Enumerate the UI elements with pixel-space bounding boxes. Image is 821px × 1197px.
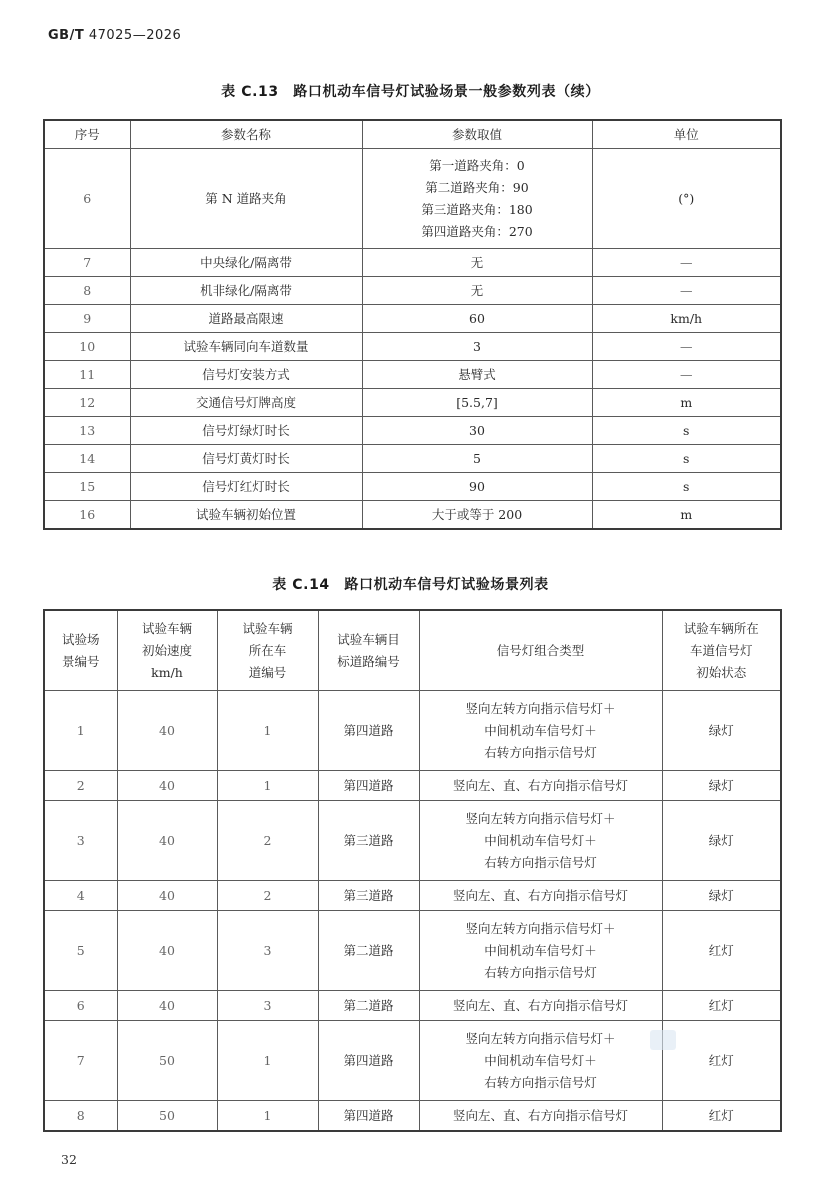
table1-caption: 表 C.13 路口机动车信号灯试验场景一般参数列表（续） xyxy=(221,84,600,100)
cell-line: 所在车 xyxy=(248,642,287,658)
row-number: 11 xyxy=(44,361,130,389)
col-header-param-value: 参数取值 xyxy=(362,120,592,149)
table-row xyxy=(44,991,781,1021)
param-value xyxy=(362,149,592,249)
table-row xyxy=(44,417,781,445)
param-value xyxy=(362,277,592,305)
row-number: 12 xyxy=(44,389,130,417)
scenario-number: 8 xyxy=(44,1101,117,1132)
lane-number: 2 xyxy=(217,801,318,881)
initial-signal-state: 红灯 xyxy=(662,991,781,1021)
lane-number: 2 xyxy=(217,881,318,911)
cell-line: 右转方向指示信号灯 xyxy=(484,1074,597,1090)
table-row xyxy=(44,445,781,473)
cell-line: 竖向左转方向指示信号灯＋ xyxy=(465,1030,616,1046)
param-unit: m xyxy=(592,389,781,417)
param-unit: s xyxy=(592,417,781,445)
signal-combination xyxy=(419,691,662,771)
initial-signal-state: 红灯 xyxy=(662,1021,781,1101)
scenario-number: 3 xyxy=(44,801,117,881)
signal-combination xyxy=(419,771,662,801)
table-row xyxy=(44,149,781,249)
param-name: 中央绿化/隔离带 xyxy=(130,249,362,277)
cell-line: 竖向左、直、右方向指示信号灯 xyxy=(452,777,628,793)
standard-number: 47025—2026 xyxy=(88,28,182,43)
cell-line: 竖向左、直、右方向指示信号灯 xyxy=(452,997,628,1013)
watermark-logo xyxy=(650,1030,676,1050)
cell-line: 试验场 xyxy=(61,631,100,647)
row-number: 7 xyxy=(44,249,130,277)
initial-speed: 40 xyxy=(117,991,217,1021)
cell-line: 试验车辆目 xyxy=(337,631,400,647)
col-header-4 xyxy=(419,610,662,691)
param-unit: — xyxy=(592,361,781,389)
param-unit: — xyxy=(592,249,781,277)
target-road: 第四道路 xyxy=(318,1021,419,1101)
cell-line: 5 xyxy=(473,450,481,466)
initial-signal-state: 绿灯 xyxy=(662,801,781,881)
signal-combination xyxy=(419,801,662,881)
initial-signal-state: 绿灯 xyxy=(662,691,781,771)
initial-signal-state: 绿灯 xyxy=(662,881,781,911)
cell-line: 中间机动车信号灯＋ xyxy=(484,1052,597,1068)
param-name: 第 N 道路夹角 xyxy=(130,149,362,249)
signal-combination xyxy=(419,911,662,991)
row-number: 9 xyxy=(44,305,130,333)
param-value xyxy=(362,389,592,417)
cell-line: 景编号 xyxy=(61,653,100,669)
col-header-0 xyxy=(44,610,117,691)
table-row xyxy=(44,249,781,277)
param-name: 信号灯绿灯时长 xyxy=(130,417,362,445)
lane-number: 3 xyxy=(217,991,318,1021)
param-value xyxy=(362,445,592,473)
param-value xyxy=(362,361,592,389)
param-unit: m xyxy=(592,501,781,530)
target-road: 第三道路 xyxy=(318,801,419,881)
cell-line: 试验车辆 xyxy=(242,620,293,636)
row-number: 13 xyxy=(44,417,130,445)
cell-line: 信号灯组合类型 xyxy=(496,642,585,658)
col-header-param-name: 参数名称 xyxy=(130,120,362,149)
cell-line: km/h xyxy=(151,664,183,680)
scenario-number: 1 xyxy=(44,691,117,771)
col-header-5 xyxy=(662,610,781,691)
row-number: 15 xyxy=(44,473,130,501)
scenario-number: 4 xyxy=(44,881,117,911)
cell-line: [5.5,7] xyxy=(456,394,498,410)
row-number: 6 xyxy=(44,149,130,249)
initial-speed: 40 xyxy=(117,911,217,991)
lane-number: 3 xyxy=(217,911,318,991)
cell-line: 竖向左、直、右方向指示信号灯 xyxy=(452,887,628,903)
cell-line: 中间机动车信号灯＋ xyxy=(484,942,597,958)
cell-line: 竖向左转方向指示信号灯＋ xyxy=(465,920,616,936)
param-value xyxy=(362,333,592,361)
target-road: 第二道路 xyxy=(318,911,419,991)
table1-header-row xyxy=(44,120,781,149)
col-header-unit: 单位 xyxy=(592,120,781,149)
row-number: 8 xyxy=(44,277,130,305)
cell-line: 竖向左转方向指示信号灯＋ xyxy=(465,700,616,716)
table-row xyxy=(44,771,781,801)
initial-signal-state: 红灯 xyxy=(662,911,781,991)
col-header-no: 序号 xyxy=(44,120,130,149)
param-unit: s xyxy=(592,473,781,501)
param-name: 试验车辆同向车道数量 xyxy=(130,333,362,361)
cell-line: 悬臂式 xyxy=(458,366,496,382)
table2-caption: 表 C.14 路口机动车信号灯试验场景列表 xyxy=(272,577,549,593)
table-row xyxy=(44,305,781,333)
table-row xyxy=(44,881,781,911)
table-row xyxy=(44,691,781,771)
param-name: 交通信号灯牌高度 xyxy=(130,389,362,417)
table-row xyxy=(44,1101,781,1132)
table-row xyxy=(44,389,781,417)
row-number: 14 xyxy=(44,445,130,473)
cell-line: 初始速度 xyxy=(141,642,192,658)
cell-line: 中间机动车信号灯＋ xyxy=(484,722,597,738)
initial-speed: 40 xyxy=(117,691,217,771)
signal-combination xyxy=(419,1101,662,1132)
cell-line: 右转方向指示信号灯 xyxy=(484,854,597,870)
param-value xyxy=(362,305,592,333)
general-params-table xyxy=(43,119,782,530)
param-unit: (°) xyxy=(592,149,781,249)
param-name: 机非绿化/隔离带 xyxy=(130,277,362,305)
col-header-3 xyxy=(318,610,419,691)
scenario-number: 2 xyxy=(44,771,117,801)
initial-signal-state: 红灯 xyxy=(662,1101,781,1132)
param-value xyxy=(362,473,592,501)
table2-header-row xyxy=(44,610,781,691)
standard-header xyxy=(48,28,181,43)
initial-signal-state: 绿灯 xyxy=(662,771,781,801)
initial-speed: 50 xyxy=(117,1101,217,1132)
param-unit: — xyxy=(592,277,781,305)
param-name: 信号灯红灯时长 xyxy=(130,473,362,501)
cell-line: 道编号 xyxy=(248,664,287,680)
cell-line: 大于或等于 200 xyxy=(431,506,523,522)
cell-line: 车道信号灯 xyxy=(689,642,753,658)
scenario-number: 6 xyxy=(44,991,117,1021)
lane-number: 1 xyxy=(217,1021,318,1101)
param-unit: — xyxy=(592,333,781,361)
cell-line: 右转方向指示信号灯 xyxy=(484,964,597,980)
initial-speed: 50 xyxy=(117,1021,217,1101)
initial-speed: 40 xyxy=(117,801,217,881)
cell-line: 无 xyxy=(470,254,484,270)
cell-line: 无 xyxy=(470,282,484,298)
cell-line: 初始状态 xyxy=(696,664,747,680)
lane-number: 1 xyxy=(217,691,318,771)
cell-line: 3 xyxy=(473,338,481,354)
target-road: 第四道路 xyxy=(318,1101,419,1132)
target-road: 第二道路 xyxy=(318,991,419,1021)
table-row xyxy=(44,501,781,530)
param-name: 信号灯黄灯时长 xyxy=(130,445,362,473)
col-header-1 xyxy=(117,610,217,691)
param-unit: s xyxy=(592,445,781,473)
table-row xyxy=(44,277,781,305)
col-header-2 xyxy=(217,610,318,691)
lane-number: 1 xyxy=(217,771,318,801)
param-name: 信号灯安装方式 xyxy=(130,361,362,389)
signal-combination xyxy=(419,881,662,911)
target-road: 第三道路 xyxy=(318,881,419,911)
row-number: 10 xyxy=(44,333,130,361)
page-number: 32 xyxy=(61,1152,77,1167)
row-number: 16 xyxy=(44,501,130,530)
signal-combination xyxy=(419,1021,662,1101)
table-row xyxy=(44,361,781,389)
cell-line: 竖向左、直、右方向指示信号灯 xyxy=(452,1107,628,1123)
cell-line: 第三道路夹角：180 xyxy=(421,201,533,217)
cell-line: 试验车辆 xyxy=(141,620,192,636)
param-name: 试验车辆初始位置 xyxy=(130,501,362,530)
param-value xyxy=(362,417,592,445)
scenario-number: 5 xyxy=(44,911,117,991)
table-row xyxy=(44,473,781,501)
param-value xyxy=(362,249,592,277)
standard-prefix: GB/T xyxy=(48,28,85,43)
table-row xyxy=(44,801,781,881)
cell-line: 第二道路夹角：90 xyxy=(425,179,529,195)
cell-line: 竖向左转方向指示信号灯＋ xyxy=(465,810,616,826)
param-unit: km/h xyxy=(592,305,781,333)
table-row xyxy=(44,911,781,991)
cell-line: 右转方向指示信号灯 xyxy=(484,744,597,760)
target-road: 第四道路 xyxy=(318,771,419,801)
cell-line: 第四道路夹角：270 xyxy=(421,223,533,239)
cell-line: 第一道路夹角：0 xyxy=(429,157,525,173)
cell-line: 90 xyxy=(469,478,485,494)
param-value xyxy=(362,501,592,530)
scenario-number: 7 xyxy=(44,1021,117,1101)
scenario-list-table xyxy=(43,609,782,1132)
cell-line: 试验车辆所在 xyxy=(683,620,759,636)
target-road: 第四道路 xyxy=(318,691,419,771)
cell-line: 60 xyxy=(469,310,485,326)
param-name: 道路最高限速 xyxy=(130,305,362,333)
initial-speed: 40 xyxy=(117,771,217,801)
cell-line: 30 xyxy=(469,422,485,438)
signal-combination xyxy=(419,991,662,1021)
cell-line: 中间机动车信号灯＋ xyxy=(484,832,597,848)
cell-line: 标道路编号 xyxy=(337,653,400,669)
lane-number: 1 xyxy=(217,1101,318,1132)
initial-speed: 40 xyxy=(117,881,217,911)
table-row xyxy=(44,333,781,361)
